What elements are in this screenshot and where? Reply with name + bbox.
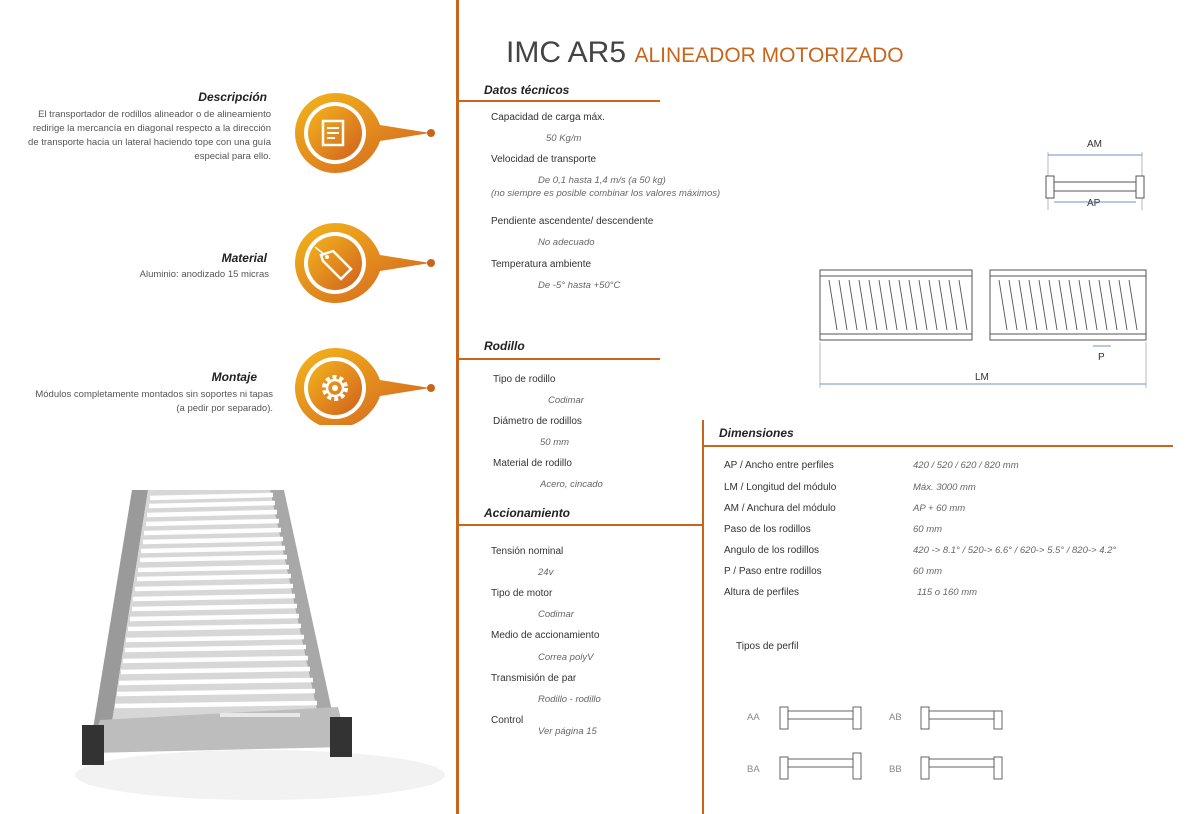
spec-value: De -5° hasta +50°C [538,280,621,291]
feature-title: Material [221,251,267,265]
spec-label: Capacidad de carga máx. [491,112,605,123]
section-title-datos-tecnicos: Datos técnicos [484,83,570,97]
spec-label: Temperatura ambiente [491,259,592,270]
gear-icon [295,348,435,425]
model-name: IMC AR5 [506,36,627,69]
spec-value: No adecuado [538,237,595,248]
dim-value: AP + 60 mm [913,503,966,514]
spec-label: Velocidad de transporte [491,154,597,165]
spec-note: (no siempre es posible combinar los valores máximos) [491,188,721,199]
dim-value: 60 mm [913,524,943,535]
spec-label: Transmisión de par [491,673,577,684]
spec-label: Tensión nominal [491,546,564,557]
spec-label: Control [491,715,524,726]
spec-value: Acero, cincado [540,479,603,490]
dim-label-am: AM [1087,139,1102,150]
perfil-ba [780,753,861,779]
dim-value: 60 mm [913,566,943,577]
feature-text: Aluminio: anodizado 15 micras [139,269,269,280]
dim-value: 420 -> 8.1° / 520-> 6.6° / 620-> 5.5° / 820-> 4.2° [913,545,1117,556]
spec-value: Ver página 15 [538,726,597,737]
spec-value: Rodillo - rodillo [538,694,601,705]
section-title-rodillo: Rodillo [484,339,525,353]
model-subtitle: ALINEADOR MOTORIZADO [634,44,904,67]
feature-text: El transportador de rodillos alineador o de alineamiento redirige la mercancía en diagonal respecto a la dirección de transporte hacia un lateral haciendo tope con una guía especial para ello. [28,109,271,162]
dim-label-p: P [1098,352,1105,363]
tag-icon [295,223,435,303]
dim-label-lm: LM [975,372,989,383]
perfil-aa [780,707,861,729]
page-title [506,36,904,70]
dim-label: AP / Ancho entre perfiles [724,460,834,471]
spec-value: Codimar [548,395,584,406]
dim-value: 115 o 160 mm [917,587,978,598]
perfil-diagrams [775,695,1015,790]
dim-value: Máx. 3000 mm [913,482,976,493]
spec-value: De 0,1 hasta 1,4 m/s (a 50 kg) [538,175,666,186]
dim-label: AM / Anchura del módulo [724,503,836,514]
dim-label: P / Paso entre rodillos [724,566,822,577]
perfil-bb [921,757,1002,779]
top-view-diagram [815,262,1151,390]
section-rule [458,100,660,102]
feature-text: Módulos completamente montados sin soportes ni tapas (a pedir por separado). [35,389,273,414]
spec-label: Tipo de rodillo [493,374,556,385]
feature-title: Montaje [211,370,257,384]
document-icon [295,93,435,173]
cross-section-diagram [1040,150,1150,215]
main-divider [456,0,459,814]
spec-label: Material de rodillo [493,458,572,469]
spec-label: Tipo de motor [491,588,553,599]
section-title-accionamiento: Accionamiento [484,506,571,520]
perfil-title: Tipos de perfil [736,641,799,652]
spec-label: Pendiente ascendente/ descendente [491,216,654,227]
dim-label-ap: AP [1087,198,1101,209]
dim-value: 420 / 520 / 620 / 820 mm [913,460,1019,471]
feature-icons [285,85,445,425]
perfil-code-aa: AA [747,712,760,723]
spec-value: 50 Kg/m [546,133,582,144]
section-title-dimensiones: Dimensiones [719,426,794,440]
dim-label: Altura de perfiles [724,587,800,598]
feature-title: Descripción [198,90,267,104]
dim-label: Angulo de los rodillos [724,545,820,556]
spec-value: 50 mm [540,437,570,448]
dim-label: Paso de los rodillos [724,524,811,535]
spec-value: 24v [538,567,554,578]
secondary-divider [702,420,704,814]
section-rule [458,524,702,526]
section-rule [458,358,660,360]
conveyor-illustration [70,485,450,805]
spec-label: Diámetro de rodillos [493,416,582,427]
section-rule [703,445,1173,447]
spec-value: Codimar [538,609,574,620]
dim-label: LM / Longitud del módulo [724,482,837,493]
perfil-code-ba: BA [747,764,760,775]
spec-value: Correa polyV [538,652,594,663]
perfil-ab [921,707,1002,729]
perfil-code-bb: BB [889,764,902,775]
perfil-code-ab: AB [889,712,902,723]
spec-label: Medio de accionamiento [491,630,600,641]
